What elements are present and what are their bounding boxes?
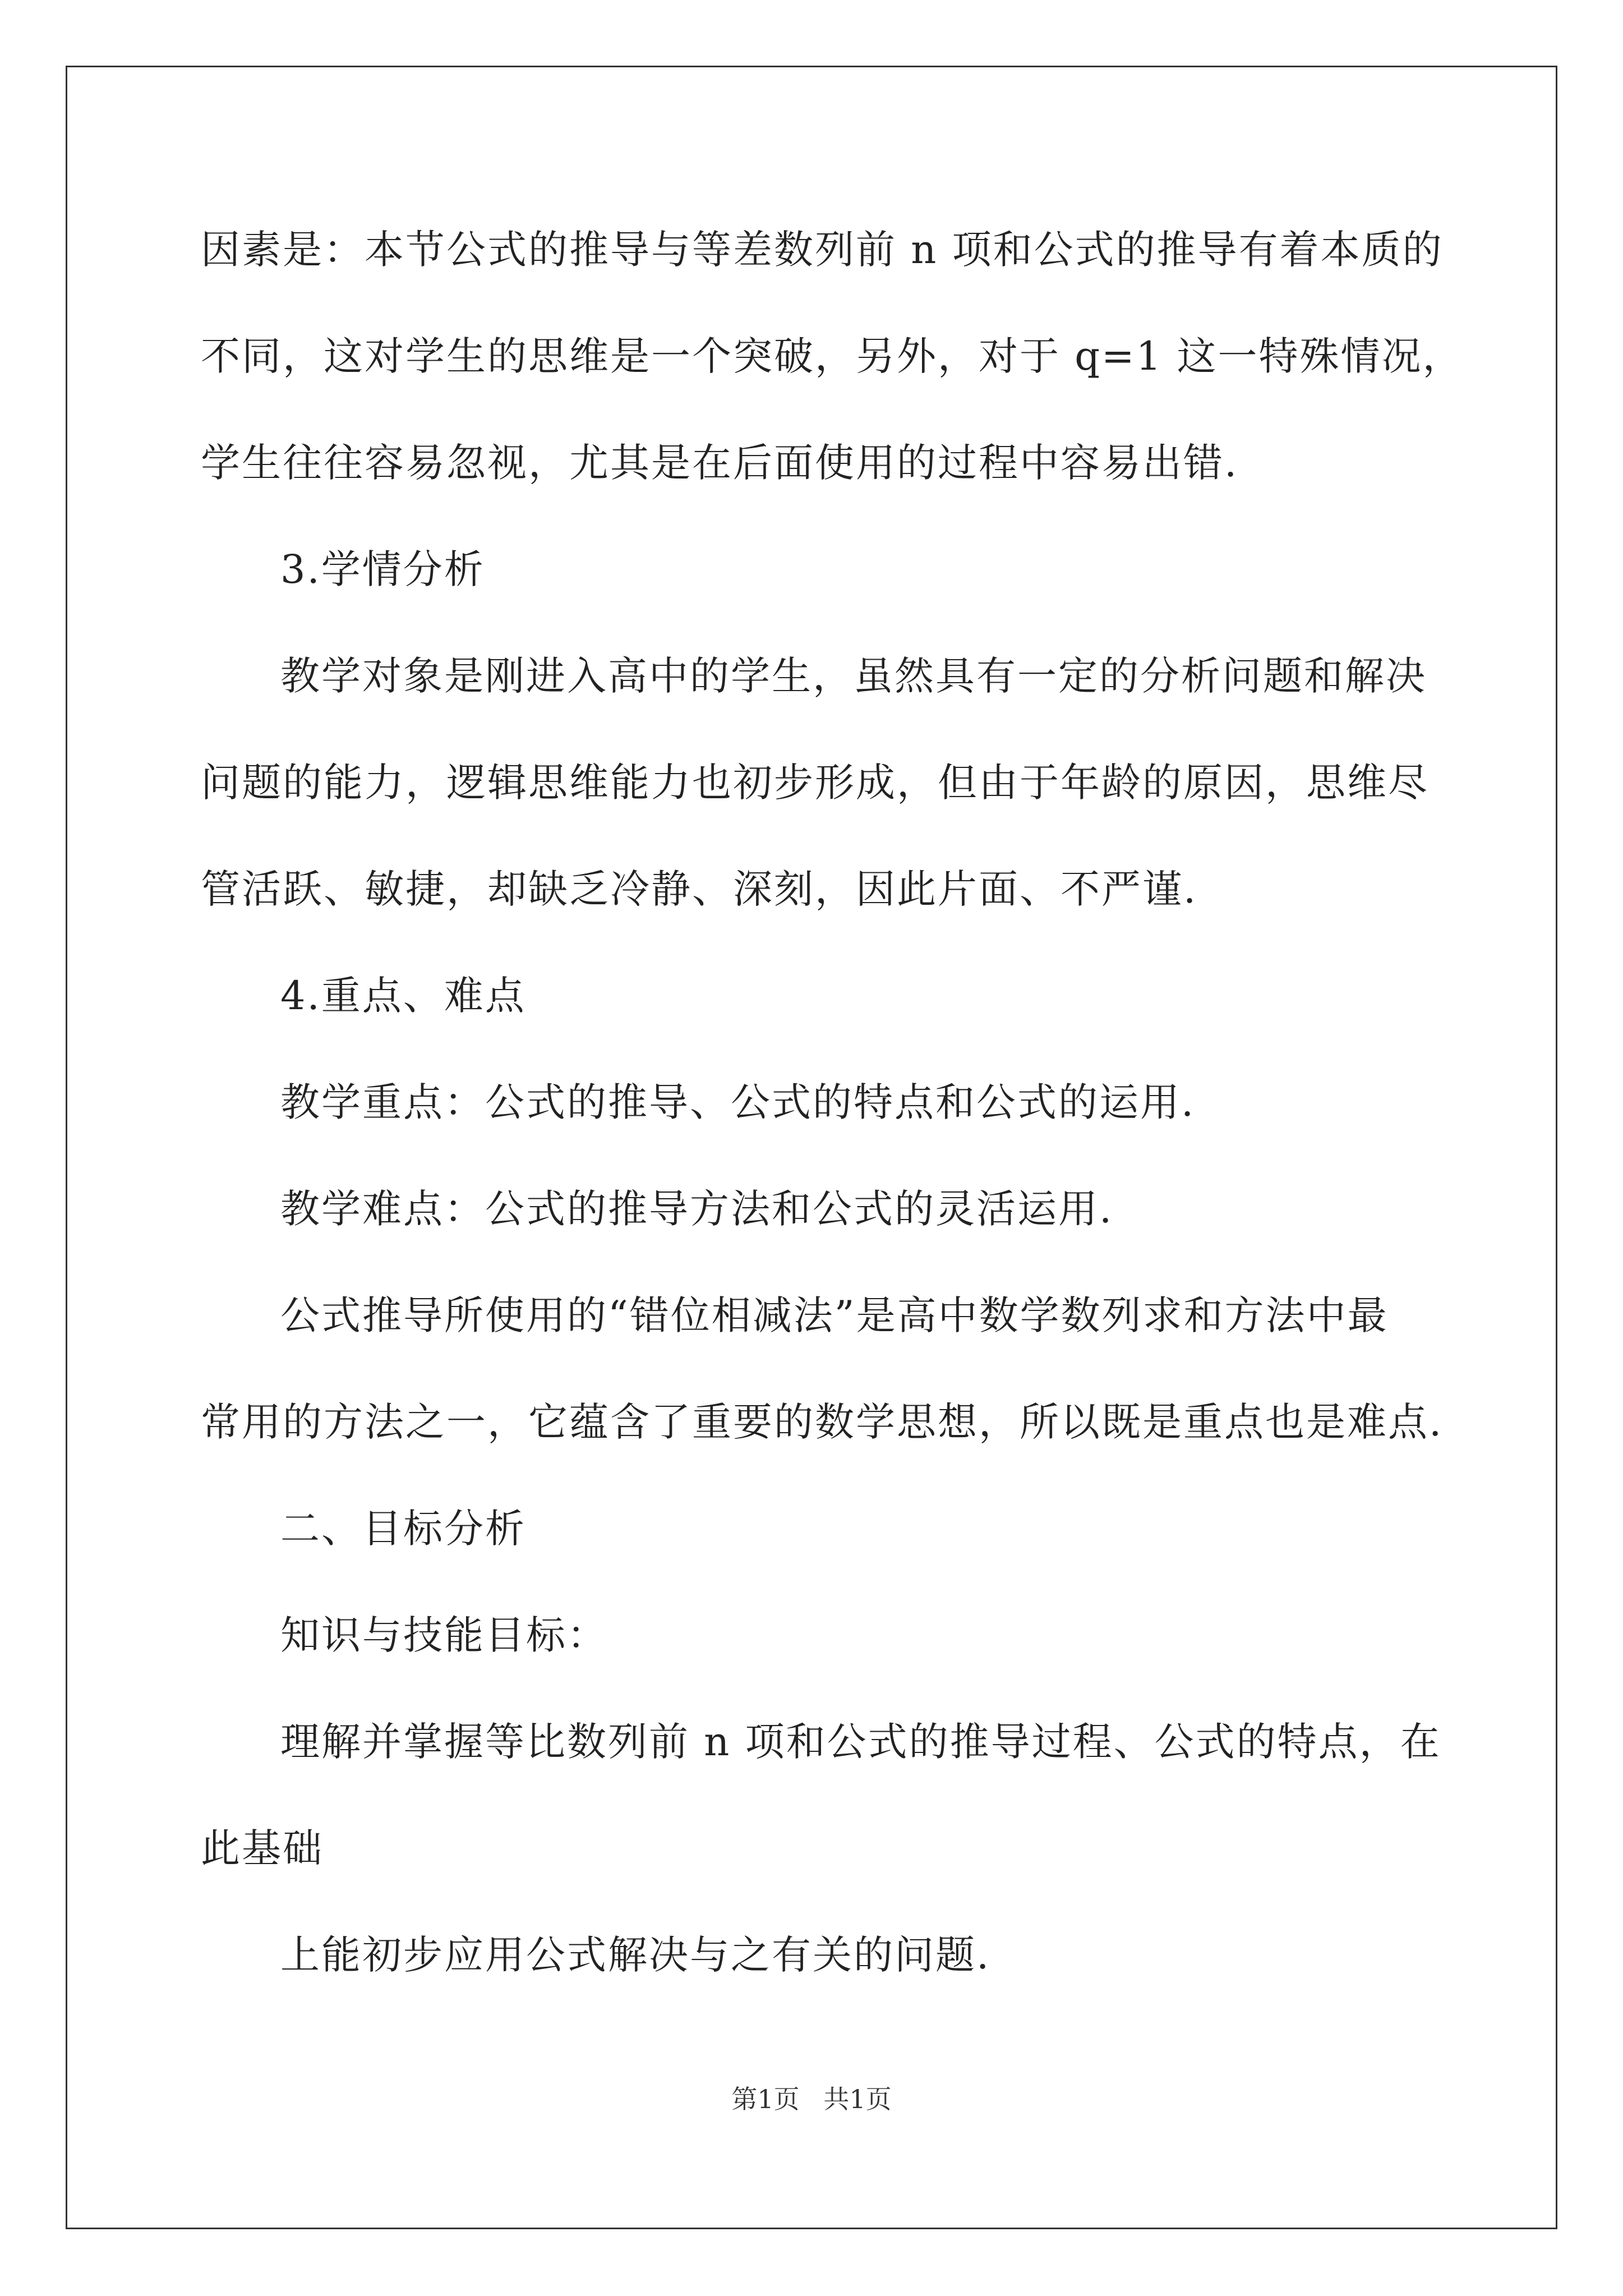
text-line: 教学难点：公式的推导方法和公式的灵活运用.	[280, 1186, 1114, 1232]
section-heading: 二、目标分析	[280, 1506, 526, 1552]
text-line: 管活跃、敏捷，却缺乏冷静、深刻，因此片面、不严谨.	[201, 866, 1198, 912]
section-heading: 3.学情分析	[280, 546, 485, 592]
text-line: 不同，这对学生的思维是一个突破，另外，对于 q=1 这一特殊情况，	[201, 333, 1464, 379]
text-line: 问题的能力，逻辑思维能力也初步形成，但由于年龄的原因，思维尽	[201, 760, 1429, 806]
page-total: 共1页	[823, 2084, 892, 2114]
text-line: 公式推导所使用的“错位相减法”是高中数学数列求和方法中最	[280, 1292, 1389, 1338]
section-heading: 4.重点、难点	[280, 973, 526, 1019]
text-line: 上能初步应用公式解决与之有关的问题.	[280, 1932, 991, 1978]
text-line: 常用的方法之一，它蕴含了重要的数学思想，所以既是重点也是难点.	[201, 1399, 1444, 1445]
text-line: 学生往往容易忽视，尤其是在后面使用的过程中容易出错.	[201, 440, 1239, 486]
page-border	[66, 66, 1557, 2229]
subsection-heading: 知识与技能目标：	[280, 1612, 608, 1658]
page-number: 第1页	[731, 2084, 800, 2114]
text-line: 教学重点：公式的推导、公式的特点和公式的运用.	[280, 1079, 1196, 1125]
text-line: 教学对象是刚进入高中的学生，虽然具有一定的分析问题和解决	[280, 653, 1427, 699]
page-footer	[0, 2082, 1623, 2116]
text-line: 此基础	[201, 1825, 324, 1871]
text-line: 因素是：本节公式的推导与等差数列前 n 项和公式的推导有着本质的	[201, 227, 1444, 273]
text-line: 理解并掌握等比数列前 n 项和公式的推导过程、公式的特点，在	[280, 1719, 1441, 1765]
